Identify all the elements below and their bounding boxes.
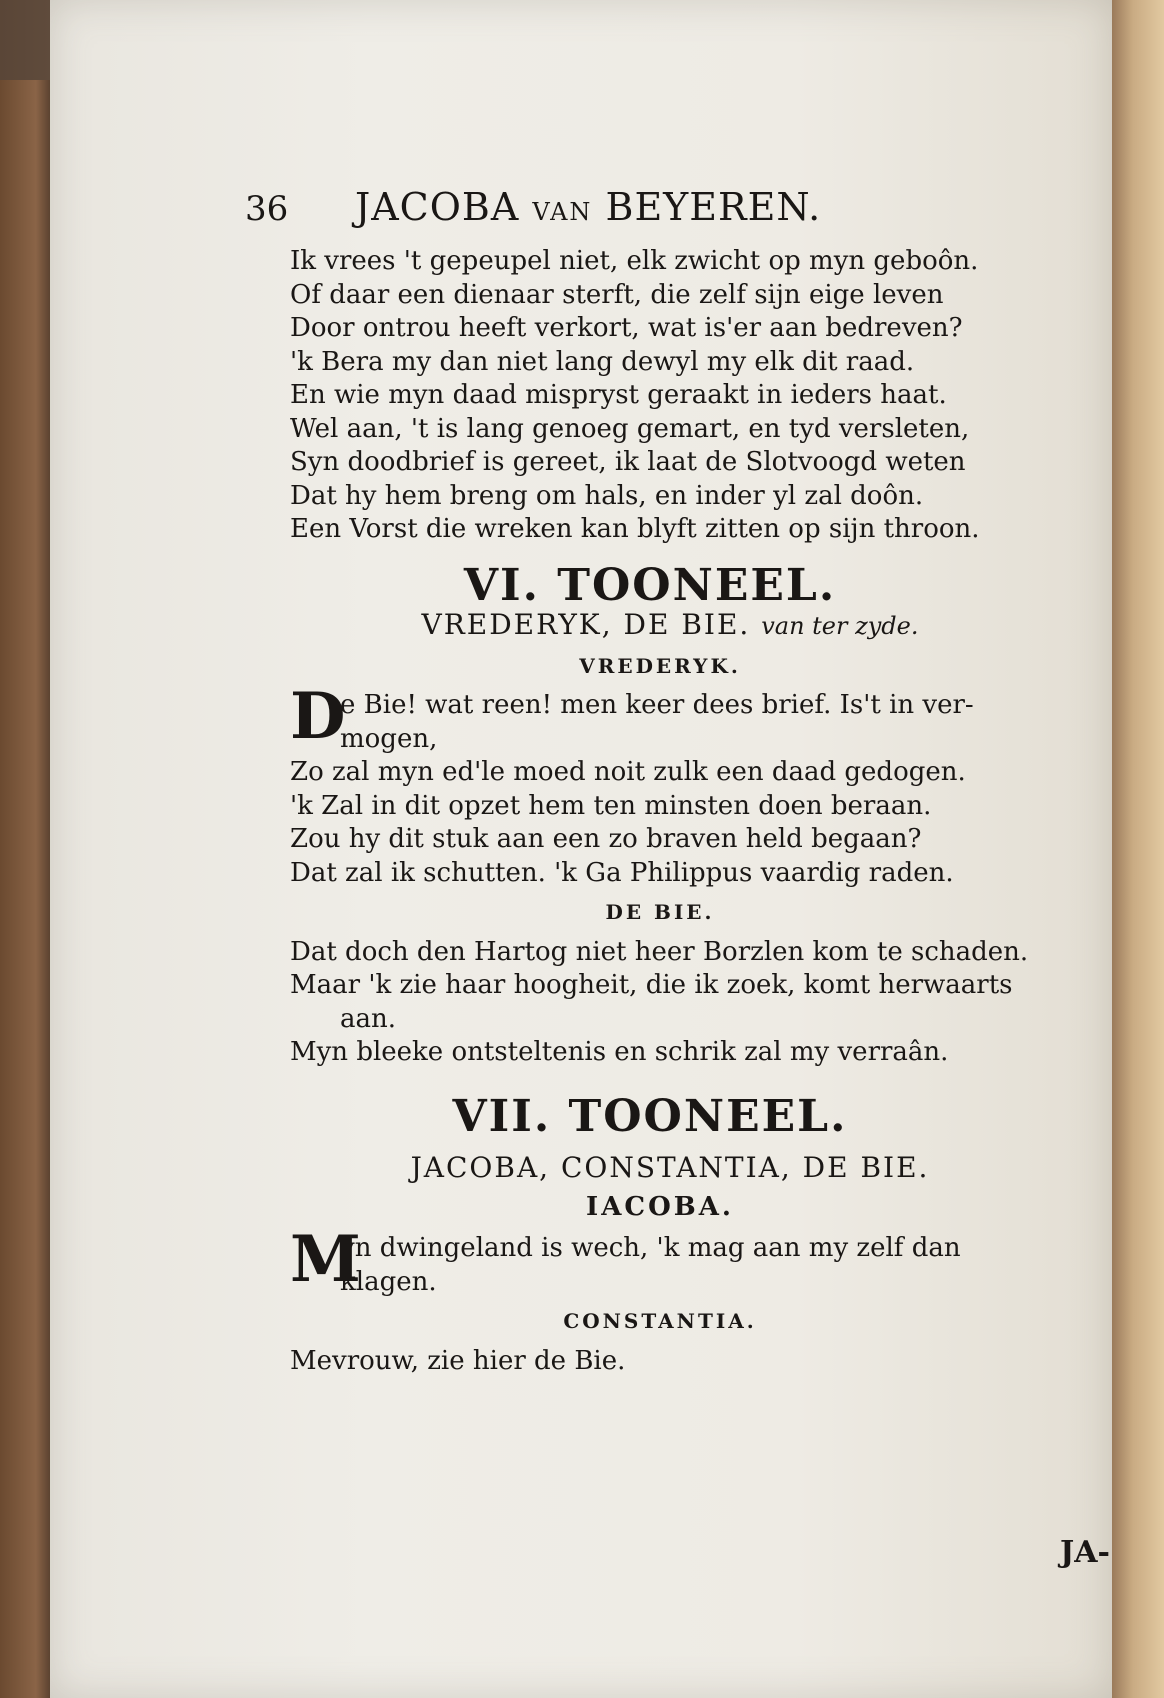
verse-line: Zou hy dit stuk aan een zo braven held begaan? [290, 824, 922, 854]
scene-cast: JACOBA, CONSTANTIA, DE BIE. [410, 1151, 930, 1184]
running-title-van: VAN [532, 198, 593, 226]
scene-cast [290, 608, 1090, 644]
verse-line: Ik vrees 't gepeupel niet, elk zwicht op myn geboôn. [290, 246, 979, 276]
book-facing-page-edge [1109, 0, 1164, 1698]
page-text [290, 245, 1090, 1378]
speaker-label: VREDERYK. [579, 653, 741, 678]
scene-heading: VI. TOONEEL. [463, 559, 837, 611]
running-header [245, 185, 1065, 235]
verse-line: En wie myn daad mispryst geraakt in ieders haat. [290, 380, 947, 410]
verse-line: 'k Zal in dit opzet hem ten minsten doen beraan. [290, 790, 932, 821]
verse-line: Myn bleeke ontsteltenis en schrik zal my verraân. [290, 1037, 949, 1067]
speaker-label: CONSTANTIA. [563, 1309, 757, 1333]
verse-line: Wel aan, 't is lang genoeg gemart, en tyd versleten, [290, 413, 970, 444]
speaker-label: DE BIE. [605, 900, 715, 924]
verse-line: 'k Bera my dan niet lang dewyl my elk dit raad. [290, 346, 915, 377]
verse-line: e Bie! wat reen! men keer dees brief. Is't in ver- [340, 690, 974, 720]
verse-line: Dat doch den Hartog niet heer Borzlen kom te schaden. [290, 936, 1029, 967]
cast-names: VREDERYK, DE BIE. [421, 608, 751, 641]
drop-capital: D [290, 679, 346, 754]
verse-line: Syn doodbrief is gereet, ik laat de Slotvoogd weten [290, 447, 966, 477]
verse-line: Door ontrou heeft verkort, wat is'er aan bedreven? [290, 313, 963, 343]
running-title [355, 185, 821, 229]
speaker-label: IACOBA. [586, 1191, 734, 1222]
verse-line: yn dwingeland is wech, 'k mag aan my zelf dan [340, 1233, 961, 1263]
running-title-part1: JACOBA [355, 185, 520, 229]
page-number: 36 [245, 189, 289, 229]
catchword: JA- [1060, 1535, 1110, 1570]
verse-line: Dat zal ik schutten. 'k Ga Philippus vaardig raden. [290, 857, 954, 888]
verse-line: aan. [340, 1003, 397, 1034]
stage-direction: van ter zyde. [761, 612, 919, 640]
running-title-part2: BEYEREN. [605, 185, 822, 229]
scene-heading: VII. TOONEEL. [452, 1090, 848, 1142]
verse-line: Dat hy hem breng om hals, en inder yl zal doôn. [290, 480, 924, 511]
verse-line: Een Vorst die wreken kan blyft zitten op sijn throon. [290, 514, 980, 544]
verse-line: Of daar een dienaar sterft, die zelf sijn eige leven [290, 279, 944, 310]
book-page [50, 0, 1112, 1698]
verse-line: mogen, [340, 723, 438, 754]
verse-line: Mevrouw, zie hier de Bie. [290, 1345, 626, 1376]
verse-line: Maar 'k zie haar hoogheit, die ik zoek, komt herwaarts [290, 970, 1013, 1000]
drop-capital: M [290, 1222, 361, 1297]
verse-line: Zo zal myn ed'le moed noit zulk een daad gedogen. [290, 757, 966, 787]
verse-line: klagen. [340, 1266, 437, 1297]
